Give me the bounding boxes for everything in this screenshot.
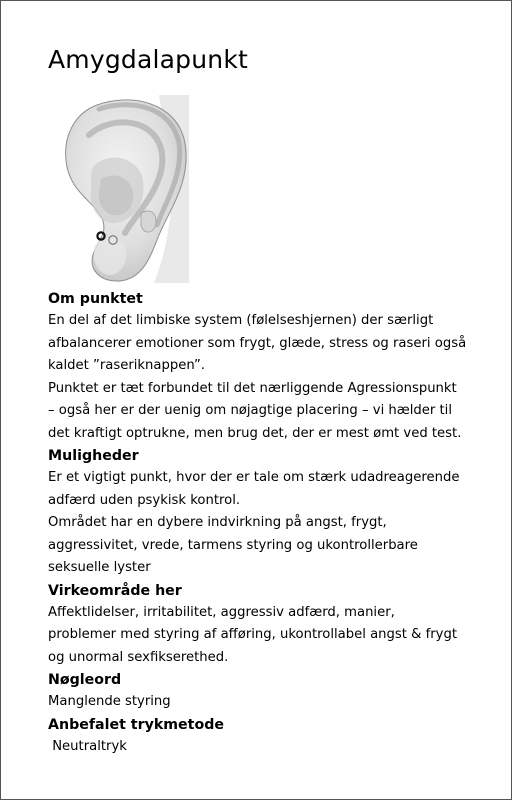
section-text-line: det kraftigt optrukne, men brug det, der er mest ømt ved test. [48, 425, 462, 441]
section-text-line: Punktet er tæt forbundet til det nærliggende Agressionspunkt [48, 380, 457, 396]
section-heading-trykmetode: Anbefalet trykmetode [48, 716, 224, 733]
section-text-line: og unormal sexfikserethed. [48, 649, 229, 665]
section-text-line: kaldet ”raseriknappen”. [48, 358, 205, 373]
section-text-line: En del af det limbiske system (følelseshjernen) der særligt [48, 313, 434, 328]
section-heading-noegleord: Nøgleord [48, 672, 122, 688]
section-text-line: Området har en dybere indvirkning på angst, frygt, [48, 515, 387, 530]
section-text-line: afbalancerer emotioner som frygt, glæde, stress og raseri også [48, 335, 467, 351]
section-heading-om-punktet: Om punktet [48, 291, 143, 307]
ear-illustration [59, 95, 189, 283]
section-heading-virkeomraade: Virkeområde her [48, 582, 182, 599]
document-content [48, 288, 468, 758]
section-text-line: Neutraltryk [48, 738, 127, 754]
section-text-line: aggressivitet, vrede, tarmens styring og ukontrollerbare [48, 537, 418, 553]
section-text-line: Manglende styring [48, 694, 171, 709]
ear-figure [59, 95, 189, 283]
section-text-line: Affektlidelser, irritabilitet, aggressiv adfærd, manier, [48, 604, 395, 620]
section-text-line: adfærd uden psykisk kontrol. [48, 492, 241, 508]
page-title: Amygdalapunkt [48, 45, 249, 74]
section-text-line: – også her er der uenig om nøjagtige placering – vi hælder til [48, 403, 452, 418]
section-text-line: Er et vigtigt punkt, hvor der er tale om stærk udadreagerende [48, 470, 460, 485]
section-text-line: seksuelle lyster [48, 560, 151, 575]
section-heading-muligheder: Muligheder [48, 448, 139, 464]
section-text-line: problemer med styring af afføring, ukontrollabel angst & frygt [48, 627, 458, 642]
